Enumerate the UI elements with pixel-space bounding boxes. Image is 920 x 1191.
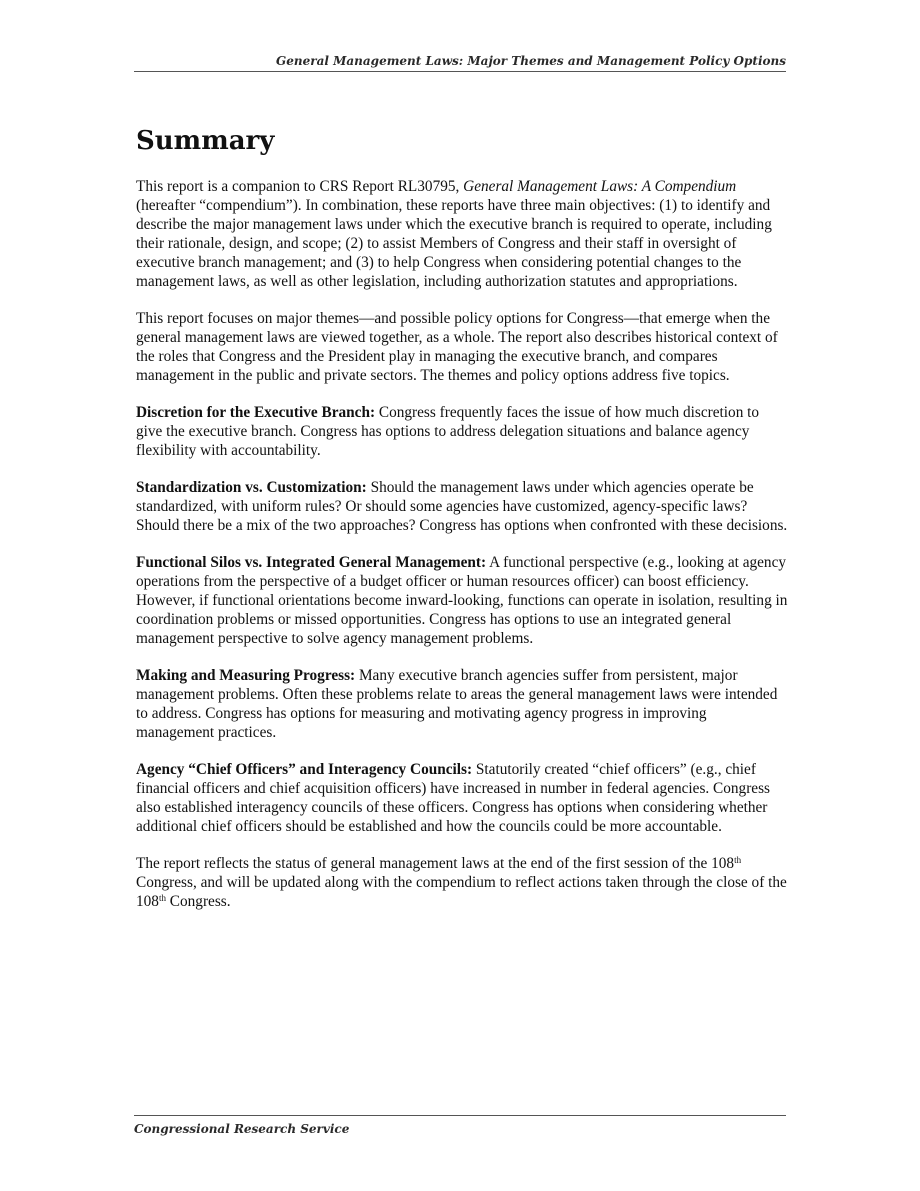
intro-text-2: (hereafter “compendium”). In combination, these reports have three main objectives: (1) to identify and describe the major management laws under which the executive branch is required to operate, including their rationale, design, and scope; (2) to assist Members of Congress and their staff in oversight of executive branch management; and (3) to help Congress when considering potential changes to the management laws, as well as other legislation, including authorization statutes and appropriations. — [136, 197, 772, 290]
status-paragraph — [136, 854, 788, 911]
topic-paragraph-progress — [136, 666, 788, 742]
status-text-1: The report reflects the status of general management laws at the end of the first session of the 108 — [136, 855, 735, 872]
topic-text: Should the management laws under which agencies operate be standardized, with uniform rules? Or should some agencies have customized, agency-specific laws? Should there be a mix of the two approaches? Congress has options when confronted with these decisions. — [136, 479, 788, 534]
compendium-citation: General Management Laws: A Compendium — [463, 178, 737, 195]
status-text-2: Congress, and will be updated along with the compendium to reflect actions taken through the close of the 108 — [136, 874, 787, 910]
intro-text-1: This report is a companion to CRS Report RL30795, — [136, 178, 464, 195]
topic-text: Statutorily created “chief officers” (e.g., chief financial officers and chief acquisition officers) have increased in number in federal agencies. Congress also established interagency councils of these officers. Congress has options when considering whether additional chief officers should be established and how the councils could be more accountable. — [136, 761, 770, 835]
focus-paragraph: This report focuses on major themes—and possible policy options for Congress—that emerge when the general management laws are viewed together, as a whole. The report also describes historical context of the roles that Congress and the President play in managing the executive branch, and compares management in the public and private sectors. The themes and policy options address five topics. — [136, 310, 778, 384]
topic-heading: Agency “Chief Officers” and Interagency Councils: — [136, 761, 473, 778]
topic-paragraph-functional-silos — [136, 553, 788, 648]
topic-paragraph-standardization — [136, 478, 788, 535]
running-header: General Management Laws: Major Themes and Management Policy Options — [134, 54, 786, 72]
topic-text: Many executive branch agencies suffer from persistent, major management problems. Often these problems relate to areas the general management laws were intended to address. Congress has options for measuring and motivating agency progress in improving management practices. — [136, 667, 778, 741]
topic-heading: Standardization vs. Customization: — [136, 479, 367, 496]
ordinal-suffix: th — [734, 855, 742, 865]
page-title: Summary — [136, 126, 275, 156]
topic-text: A functional perspective (e.g., looking at agency operations from the perspective of a budget officer or human resources officer) can boost efficiency. However, if functional orientations become inward-looking, functions can operate in isolation, resulting in coordination problems or missed opportunities. Congress has options to use an integrated general management perspective to solve agency management problems. — [136, 554, 788, 647]
status-text-3: Congress. — [165, 893, 231, 910]
topic-heading: Discretion for the Executive Branch: — [136, 404, 376, 421]
intro-paragraph — [136, 177, 788, 291]
ordinal-suffix: th — [158, 893, 166, 903]
topic-text: Congress frequently faces the issue of how much discretion to give the executive branch. Congress has options to address delegation situations and balance agency flexibility with accountability. — [136, 404, 760, 459]
topic-paragraph-discretion — [136, 403, 788, 460]
summary-body — [136, 177, 788, 929]
topic-heading: Making and Measuring Progress: — [136, 667, 356, 684]
topic-heading: Functional Silos vs. Integrated General Management: — [136, 554, 487, 571]
page-footer: Congressional Research Service — [134, 1115, 786, 1136]
topic-paragraph-chief-officers — [136, 760, 788, 836]
